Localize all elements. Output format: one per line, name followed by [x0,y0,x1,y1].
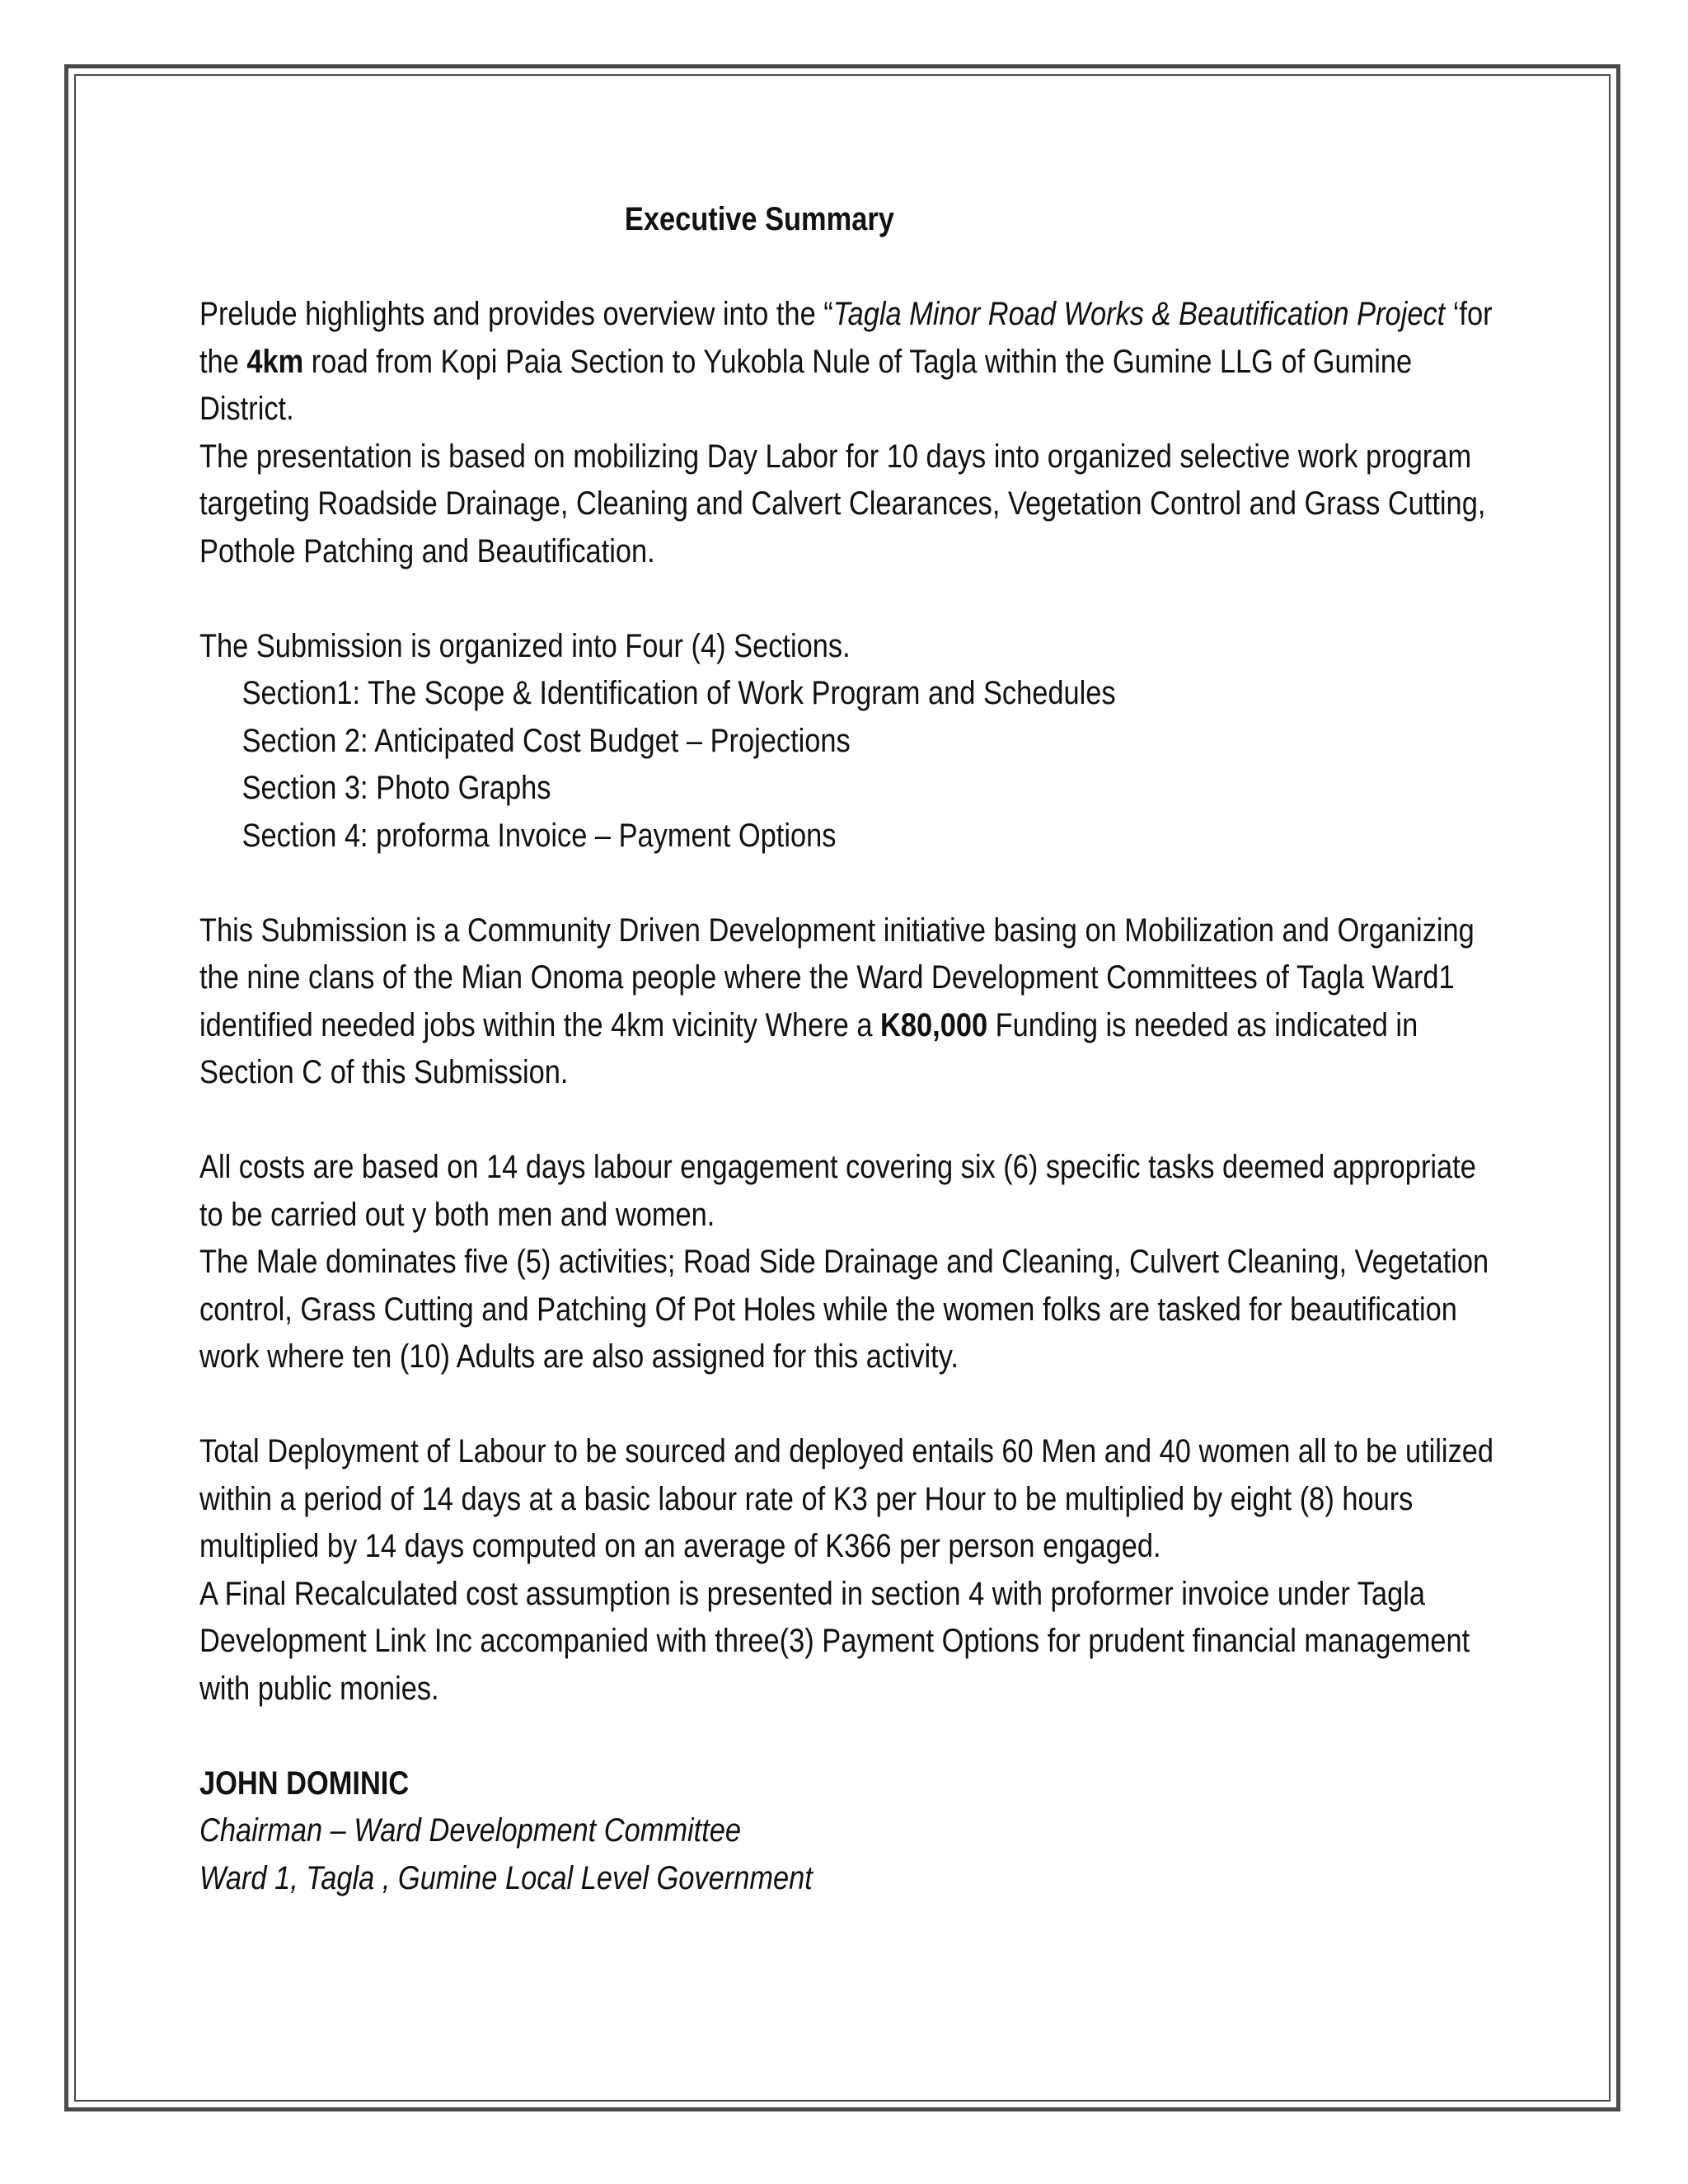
title-container [199,196,1320,244]
community-text-a: This Submission is a Community Driven Development initiative basing on Mobilization and Organizing the nine clans of the Mian Onoma people where the Ward Development Committees of Tagla Ward1 identified needed jobs within the 4km vicinity Where a [199,912,1475,1043]
document-body [199,196,1502,1902]
section-item: Section 3: Photo Graphs [241,770,551,806]
funding-amount: K80,000 [880,1006,988,1043]
intro-text-b: ‘for the [199,296,1493,380]
intro-text-c: road from Kopi Paia Section to Yukobla Nule of Tagla within the Gumine LLG of Gumine District. [199,343,1413,427]
sections-intro: The Submission is organized into Four (4) Sections. [199,627,851,664]
intro-paragraph [199,291,1502,434]
section-item: Section1: The Scope & Identification of Work Program and Schedules [241,675,1116,711]
presentation-paragraph: The presentation is based on mobilizing Day Labor for 10 days into organized selective work program targeting Roadside Drainage, Cleaning and Calvert Clearances, Vegetation Control and Grass Cutting, Pothole Patching and Beautification. [199,438,1486,569]
signatory-name: JOHN DOMINIC [199,1765,410,1802]
section-item: Section 2: Anticipated Cost Budget – Projections [241,722,851,759]
costs-paragraph: All costs are based on 14 days labour engagement covering six (6) specific tasks deemed appropriate to be carried out y both men and women. [199,1149,1476,1233]
signatory-location: Ward 1, Tagla , Gumine Local Level Government [199,1859,813,1896]
intro-text-a: Prelude highlights and provides overview into the “ [199,296,833,332]
community-paragraph [199,907,1502,1097]
project-name: Tagla Minor Road Works & Beautification Project [832,296,1446,332]
community-text-b: Funding is needed as indicated in Section C of this Submission. [199,1006,1418,1090]
final-cost-paragraph: A Final Recalculated cost assumption is presented in section 4 with proformer invoice under Tagla Development Link Inc accompanied with three(3) Payment Options for prudent financial management with public monies. [199,1575,1470,1707]
road-distance: 4km [246,343,304,380]
deployment-paragraph: Total Deployment of Labour to be sourced and deployed entails 60 Men and 40 women all to be utilized within a period of 14 days at a basic labour rate of K3 per Hour to be multiplied by eight (8) hours multiplied by 14 days computed on an average of K366 per person engaged. [199,1433,1494,1564]
signatory-role: Chairman – Ward Development Committee [199,1812,742,1849]
document-title: Executive Summary [624,201,894,237]
section-item: Section 4: proforma Invoice – Payment Options [241,817,837,854]
activities-paragraph: The Male dominates five (5) activities; Road Side Drainage and Cleaning, Culvert Cleaning, Vegetation control, Grass Cutting and Patching Of Pot Holes while the women folks are tasked for beautification work where ten (10) Adults are also assigned for this activity. [199,1244,1489,1375]
